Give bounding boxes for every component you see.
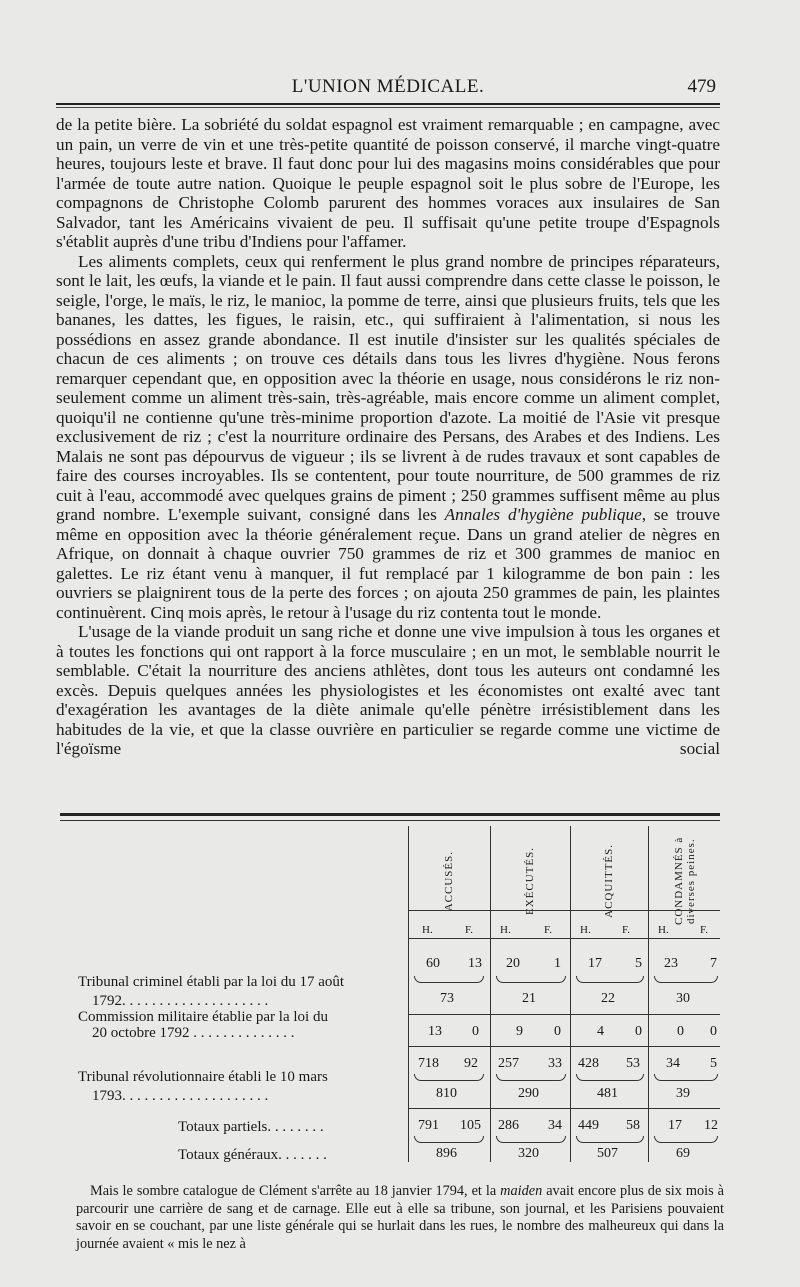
paragraph-3: L'usage de la viande produit un sang riche et donne une vive impulsion à tous les organes et à toutes les fonctions qui ont rapport à la force musculaire ; en un mot, le semblable nourrit le semblable. C'était la nourriture des anciens athlètes, dont tous les auteurs ont condamné les excès. Depuis quelques années les physiologistes et les économistes ont exalté avec tant d'exagération les avantages de la diète animale qu'elle pénètre irrésistiblement dans les habitudes de la vie, et que la classe ouvrière en particulier se regarde comme une victime de l'égoïsme social	[56, 622, 720, 758]
brace	[654, 976, 718, 983]
table-cell: 791	[418, 1118, 439, 1133]
footer-part-b: avait encore plus de six mois à parcourir une carrière de sang et de carnage. Elle eut à elle sa tribune, son journal, et les Parisiens pouvaient savoir en se couchant, par une liste générale qui se hurlait dans les rues, le nombre des malheureux qui dans la journée avaient « mis le nez à	[76, 1183, 724, 1252]
subtotal-cell: 30	[676, 991, 690, 1006]
header-rule	[408, 938, 720, 939]
total-cell: 320	[518, 1146, 539, 1161]
footer-part-a: Mais le sombre catalogue de Clément s'arrête au 18 janvier 1794, et la	[90, 1183, 497, 1199]
column-header-condamnes: CONDAMNÉS à diverses peines.	[673, 836, 697, 926]
row-label-tribunal-criminel: Tribunal criminel établi par la loi du 17 août	[78, 974, 345, 990]
column-divider	[648, 826, 649, 1162]
journal-title: Annales d'hygiène publique	[444, 505, 642, 524]
paragraph-1: de la petite bière. La sobriété du soldat espagnol est vraiment remarquable ; en campagne, avec un pain, un verre de vin et une très-petite quantité de poisson conservé, il marche vingt-quatre heures, toujours leste et brave. Il faut donc pour lui des magasins moins considérables que pour l'armée de toute autre nation. Quoique le peuple espagnol soit le plus sobre de l'Europe, les compagnons de Christophe Colomb parurent des hommes voraces aux insulaires de San Salvador, tant les Américains vivaient de peu. Il suffisait qu'une petite troupe d'Espagnols s'établit auprès d'une tribu d'Indiens pour l'affamer.	[56, 115, 720, 251]
brace	[496, 1074, 566, 1081]
general-totals-label: Totaux généraux. . . . . . .	[178, 1147, 327, 1163]
brace	[414, 1136, 484, 1143]
column-divider	[490, 826, 491, 1162]
subtotal-cell: 290	[518, 1086, 539, 1101]
table-cell: 1	[554, 956, 561, 971]
paragraph-2-part-a: Les aliments complets, ceux qui renferment le plus grand nombre de principes réparateurs, sont le lait, les œufs, la viande et le pain. Il faut aussi comprendre dans cette classe le poisson, le seigle, l'orge, le maïs, le riz, le manioc, la pomme de terre, ainsi que plusieurs fruits, tels que les bananes, les dattes, les figues, le raisin, etc., qui suffiraient à l'alimentation, si nous les possédions en assez grande abondance. Il est inutile d'insister sur les qualités spéciales de chacun de ces aliments ; on trouve ces détails dans tous les livres d'hygiène. Nous ferons remarquer cependant que, en opposition avec la théorie en usage, nous considérons le riz non-seulement comme un aliment très-sain, très-agréable, mais encore comme un aliment complet, quoiqu'il ne contienne qu'une très-minime proportion d'azote. La moitié de l'Asie vit presque exclusivement de riz ; c'est la nourriture ordinaire des Persans, des Arabes et des Indiens. Les Malais ne sont pas dépourvus de vigueur ; ils se livrent à de rudes travaux et sont capables de faire des courses incroyables. Ils se contentent, pour toute nourriture, de 500 grammes de riz cuit à l'eau, accommodé avec quelques grains de piment ; 250 grammes suffisent même au plus grand nombre. L'exemple suivant, consigné dans les	[56, 251, 720, 524]
brace	[576, 976, 644, 983]
row-label-tribunal-criminel-date: 1792. . . . . . . . . . . . . . . . . . . .	[92, 993, 269, 1009]
total-cell: 896	[436, 1146, 457, 1161]
table-cell: 4	[597, 1024, 604, 1039]
table-cell: 428	[578, 1056, 599, 1071]
sex-f-label: F.	[465, 924, 473, 936]
partial-totals-label: Totaux partiels. . . . . . . .	[178, 1119, 324, 1135]
sex-h-label: H.	[580, 924, 591, 936]
sex-h-label: H.	[658, 924, 669, 936]
statistics-table	[60, 826, 720, 1174]
total-cell: 507	[597, 1146, 618, 1161]
brace	[654, 1074, 718, 1081]
column-header-acquittes: ACQUITTÉS.	[603, 844, 615, 918]
table-cell: 20	[506, 956, 520, 971]
table-cell: 23	[664, 956, 678, 971]
subtotal-cell: 22	[601, 991, 615, 1006]
row-label-commission-militaire: Commission militaire établie par la loi du	[78, 1009, 328, 1025]
row-label-tribunal-revolutionnaire: Tribunal révolutionnaire établi le 10 mars	[78, 1069, 328, 1085]
paragraph-2-part-b: , se trouve même en opposition avec la théorie généralement reçue. Dans un grand atelier de nègres en Afrique, on donnait à chaque ouvrier 750 grammes de riz et 300 grammes de manioc en galettes. Le riz étant venu à manquer, il fut remplacé par 1 kilogramme de bon pain : les ouvriers se plaignirent tous de la perte des forces ; on ajouta 250 grammes de pain, les plaintes continuèrent. Cinq mois après, le retour à l'usage du riz contenta tout le monde.	[56, 505, 721, 622]
subtotal-cell: 73	[440, 991, 454, 1006]
table-cell: 9	[516, 1024, 523, 1039]
page-number: 479	[687, 76, 716, 97]
footer-paragraph	[76, 1183, 724, 1253]
table-cell: 17	[668, 1118, 682, 1133]
closing-paragraph	[76, 1183, 724, 1253]
table-top-rule-thin	[60, 820, 720, 821]
table-cell: 0	[554, 1024, 561, 1039]
running-title: L'UNION MÉDICALE.	[291, 76, 485, 97]
table-cell: 0	[677, 1024, 684, 1039]
table-cell: 34	[548, 1118, 562, 1133]
column-header-accuses: ACCUSÉS.	[443, 850, 455, 912]
brace	[414, 976, 484, 983]
row-label-commission-militaire-date: 20 octobre 1792 . . . . . . . . . . . . . .	[92, 1025, 295, 1041]
subtotal-cell: 39	[676, 1086, 690, 1101]
table-cell: 13	[468, 956, 482, 971]
table-cell: 718	[418, 1056, 439, 1071]
table-cell: 0	[710, 1024, 717, 1039]
table-cell: 105	[460, 1118, 481, 1133]
table-cell: 53	[626, 1056, 640, 1071]
table-cell: 58	[626, 1118, 640, 1133]
table-cell: 34	[666, 1056, 680, 1071]
header-rule	[56, 103, 720, 105]
table-cell: 257	[498, 1056, 519, 1071]
brace	[654, 1136, 718, 1143]
table-cell: 92	[464, 1056, 478, 1071]
row-rule	[408, 1014, 720, 1015]
header-rule	[408, 910, 720, 911]
brace	[576, 1074, 644, 1081]
table-cell: 7	[710, 956, 717, 971]
table-cell: 17	[588, 956, 602, 971]
table-cell: 60	[426, 956, 440, 971]
body-text	[56, 115, 720, 759]
row-label-tribunal-revolutionnaire-date: 1793. . . . . . . . . . . . . . . . . . . .	[92, 1088, 269, 1104]
sex-h-label: H.	[500, 924, 511, 936]
sex-f-label: F.	[544, 924, 552, 936]
subtotal-cell: 21	[522, 991, 536, 1006]
page-header	[56, 74, 720, 102]
table-cell: 33	[548, 1056, 562, 1071]
brace	[414, 1074, 484, 1081]
brace	[576, 1136, 644, 1143]
table-cell: 5	[710, 1056, 717, 1071]
table-cell: 0	[472, 1024, 479, 1039]
sex-f-label: F.	[622, 924, 630, 936]
row-rule	[408, 1108, 720, 1109]
brace	[496, 1136, 566, 1143]
table-cell: 286	[498, 1118, 519, 1133]
column-divider	[408, 826, 409, 1162]
row-rule	[408, 1046, 720, 1047]
brace	[496, 976, 566, 983]
table-cell: 12	[704, 1118, 718, 1133]
table-cell: 449	[578, 1118, 599, 1133]
subtotal-cell: 810	[436, 1086, 457, 1101]
total-cell: 69	[676, 1146, 690, 1161]
subtotal-cell: 481	[597, 1086, 618, 1101]
sex-h-label: H.	[422, 924, 433, 936]
column-divider	[570, 826, 571, 1162]
sex-f-label: F.	[700, 924, 708, 936]
table-cell: 5	[635, 956, 642, 971]
table-cell: 13	[428, 1024, 442, 1039]
paragraph-2	[56, 252, 720, 623]
table-cell: 0	[635, 1024, 642, 1039]
footer-italic: maiden	[500, 1183, 543, 1199]
table-top-rule	[60, 813, 720, 816]
header-rule-thin	[56, 107, 720, 108]
column-header-executes: EXÉCUTÉS.	[524, 847, 536, 915]
